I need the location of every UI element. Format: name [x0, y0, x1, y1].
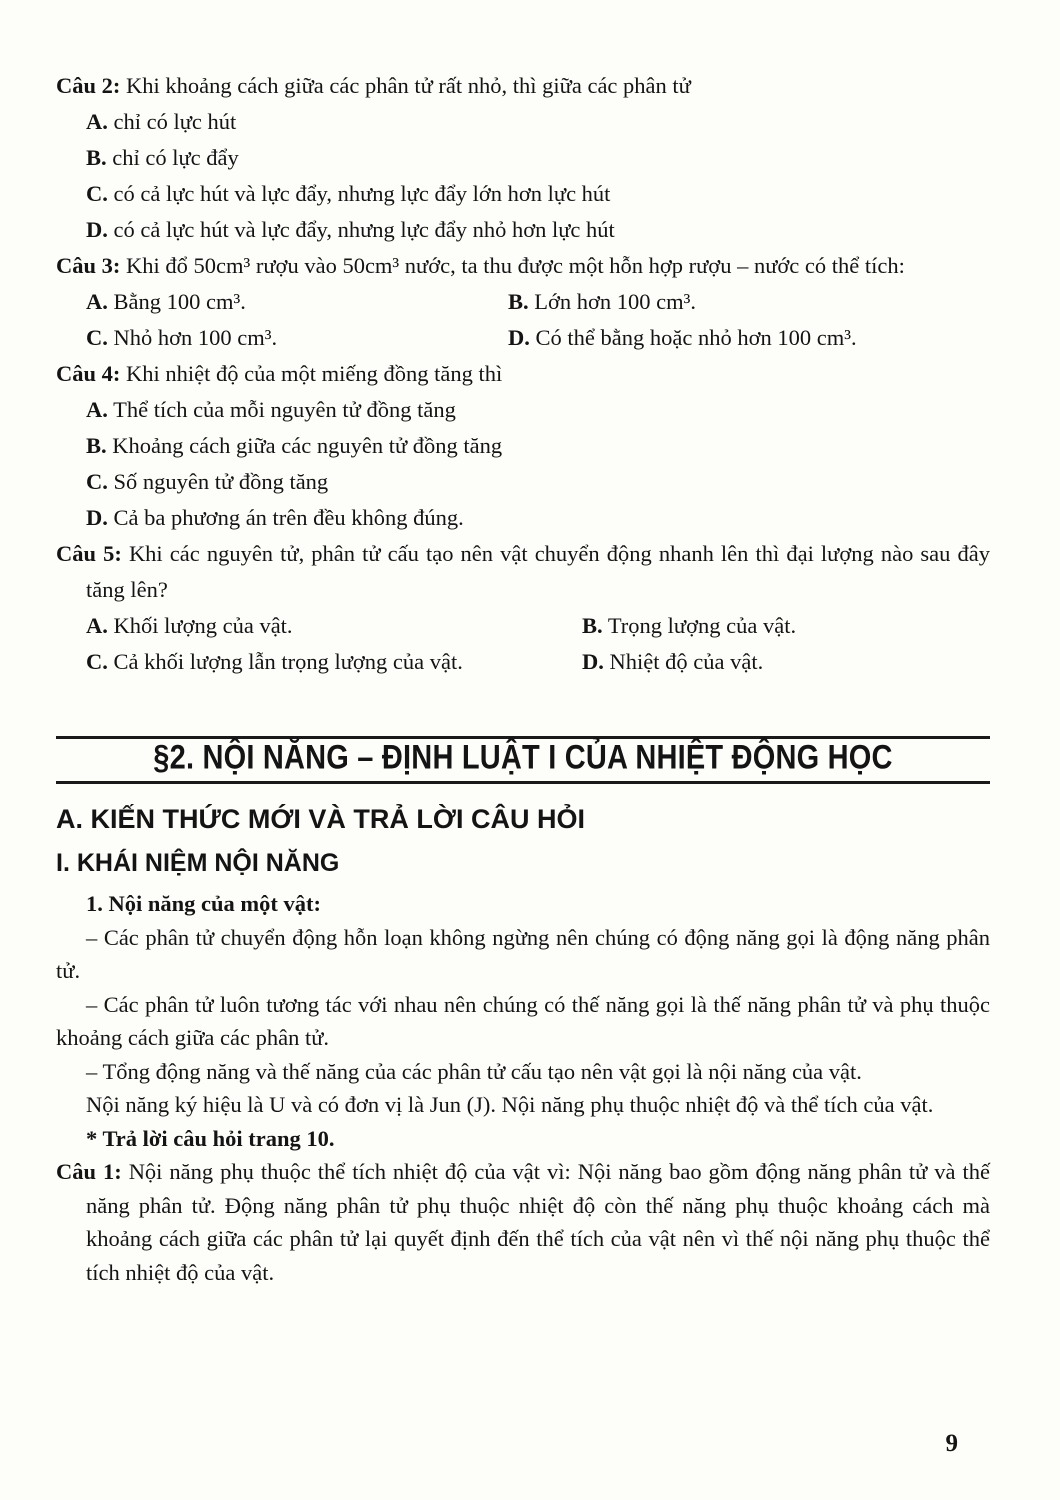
option-letter: A. — [86, 613, 108, 638]
option-text: Khoảng cách giữa các nguyên tử đồng tăng — [112, 433, 503, 458]
question-4-options — [86, 392, 990, 536]
question-2 — [56, 68, 990, 248]
section-title: §2. NỘI NĂNG – ĐỊNH LUẬT I CỦA NHIỆT ĐỘNG HỌC — [153, 739, 893, 777]
option-b — [86, 428, 990, 464]
option-text: Bằng 100 cm³. — [113, 289, 246, 314]
option-a — [86, 104, 990, 140]
question-5-label: Câu 5: — [56, 541, 122, 566]
option-letter: A. — [86, 109, 108, 134]
option-text: chỉ có lực hút — [113, 109, 237, 134]
option-b — [582, 608, 796, 644]
option-text: Nhiệt độ của vật. — [609, 649, 764, 674]
question-5 — [56, 536, 990, 680]
option-text: Lớn hơn 100 cm³. — [534, 289, 697, 314]
option-c — [86, 464, 990, 500]
heading-kien-thuc-moi: A. KIẾN THỨC MỚI VÀ TRẢ LỜI CÂU HỎI — [56, 804, 585, 834]
option-d — [582, 644, 763, 680]
question-4 — [56, 356, 990, 536]
option-letter: C. — [86, 325, 108, 350]
option-c — [86, 644, 582, 680]
question-4-heading — [56, 356, 990, 392]
paragraph: Nội năng ký hiệu là U và có đơn vị là Jun (J). Nội năng phụ thuộc nhiệt độ và thể tích của vật. — [86, 1092, 934, 1117]
section-body — [56, 887, 990, 1289]
question-5-options — [86, 608, 990, 680]
question-3-heading — [56, 248, 990, 284]
question-2-label: Câu 2: — [56, 73, 121, 98]
option-text: Cả khối lượng lẫn trọng lượng của vật. — [113, 649, 463, 674]
option-row — [86, 284, 990, 320]
option-letter: A. — [86, 397, 108, 422]
question-3 — [56, 248, 990, 356]
option-letter: D. — [508, 325, 530, 350]
option-text: có cả lực hút và lực đẩy, nhưng lực đẩy nhỏ hơn lực hút — [113, 217, 615, 242]
answer-text: Nội năng phụ thuộc thể tích nhiệt độ của vật vì: Nội năng bao gồm động năng phân tử và thế năng phân tử. Động năng phân tử phụ thuộc nhiệt độ còn thế năng phụ thuộc khoảng cách mà khoảng cách giữa các phân tử lại quyết định đến thể tích của vật nên vì thế nội năng phụ thuộc thể tích nhiệt độ của vật. — [86, 1159, 990, 1285]
option-text: Có thể bằng hoặc nhỏ hơn 100 cm³. — [535, 325, 857, 350]
question-3-options — [86, 284, 990, 356]
option-a — [86, 392, 990, 428]
option-text: Khối lượng của vật. — [113, 613, 293, 638]
note-tra-loi-cau-hoi: * Trả lời câu hỏi trang 10. — [86, 1125, 335, 1151]
option-d — [86, 500, 990, 536]
option-row — [86, 644, 990, 680]
option-text: Thể tích của mỗi nguyên tử đồng tăng — [113, 397, 456, 422]
option-letter: B. — [86, 145, 107, 170]
option-text: có cả lực hút và lực đẩy, nhưng lực đẩy lớn hơn lực hút — [113, 181, 611, 206]
option-a — [86, 608, 582, 644]
option-text: Cả ba phương án trên đều không đúng. — [113, 505, 464, 530]
option-b — [86, 140, 990, 176]
option-letter: D. — [582, 649, 604, 674]
option-letter: A. — [86, 289, 108, 314]
option-c — [86, 176, 990, 212]
subheading-noi-nang: 1. Nội năng của một vật: — [86, 891, 321, 916]
question-4-text: Khi nhiệt độ của một miếng đồng tăng thì — [126, 361, 503, 386]
option-letter: D. — [86, 217, 108, 242]
option-text: Số nguyên tử đồng tăng — [113, 469, 329, 494]
heading-khai-niem-noi-nang: I. KHÁI NIỆM NỘI NĂNG — [56, 849, 340, 877]
option-d — [508, 320, 857, 356]
question-3-text: Khi đổ 50cm³ rượu vào 50cm³ nước, ta thu được một hỗn hợp rượu – nước có thể tích: — [126, 253, 905, 278]
option-letter: B. — [582, 613, 603, 638]
paragraph: – Tổng động năng và thế năng của các phân tử cấu tạo nên vật gọi là nội năng của vật. — [86, 1058, 862, 1084]
question-5-text: Khi các nguyên tử, phân tử cấu tạo nên vật chuyển động nhanh lên thì đại lượng nào sau đây tăng lên? — [86, 541, 990, 602]
question-2-heading — [56, 68, 990, 104]
option-letter: C. — [86, 469, 108, 494]
option-row — [86, 608, 990, 644]
answer-cau-1 — [56, 1155, 990, 1289]
question-5-heading — [56, 536, 990, 608]
option-letter: D. — [86, 505, 108, 530]
option-letter: C. — [86, 649, 108, 674]
question-2-text: Khi khoảng cách giữa các phân tử rất nhỏ, thì giữa các phân tử — [126, 73, 691, 98]
question-4-label: Câu 4: — [56, 361, 121, 386]
option-letter: B. — [508, 289, 529, 314]
option-b — [508, 284, 696, 320]
option-c — [86, 320, 508, 356]
option-letter: C. — [86, 181, 108, 206]
option-text: Nhỏ hơn 100 cm³. — [113, 325, 278, 350]
quiz-section — [56, 68, 990, 680]
page-number: 9 — [945, 1430, 958, 1457]
question-3-label: Câu 3: — [56, 253, 121, 278]
option-a — [86, 284, 508, 320]
question-2-options — [86, 104, 990, 248]
option-row — [86, 320, 990, 356]
option-letter: B. — [86, 433, 107, 458]
paragraph: – Các phân tử luôn tương tác với nhau nên chúng có thế năng gọi là thế năng phân tử và phụ thuộc khoảng cách giữa các phân tử. — [56, 991, 990, 1050]
answer-label: Câu 1: — [56, 1159, 122, 1184]
section-banner — [56, 736, 990, 784]
option-text: Trọng lượng của vật. — [607, 613, 797, 638]
paragraph: – Các phân tử chuyển động hỗn loạn không ngừng nên chúng có động năng gọi là động năng phân tử. — [56, 924, 990, 983]
option-d — [86, 212, 990, 248]
option-text: chỉ có lực đẩy — [112, 145, 239, 170]
